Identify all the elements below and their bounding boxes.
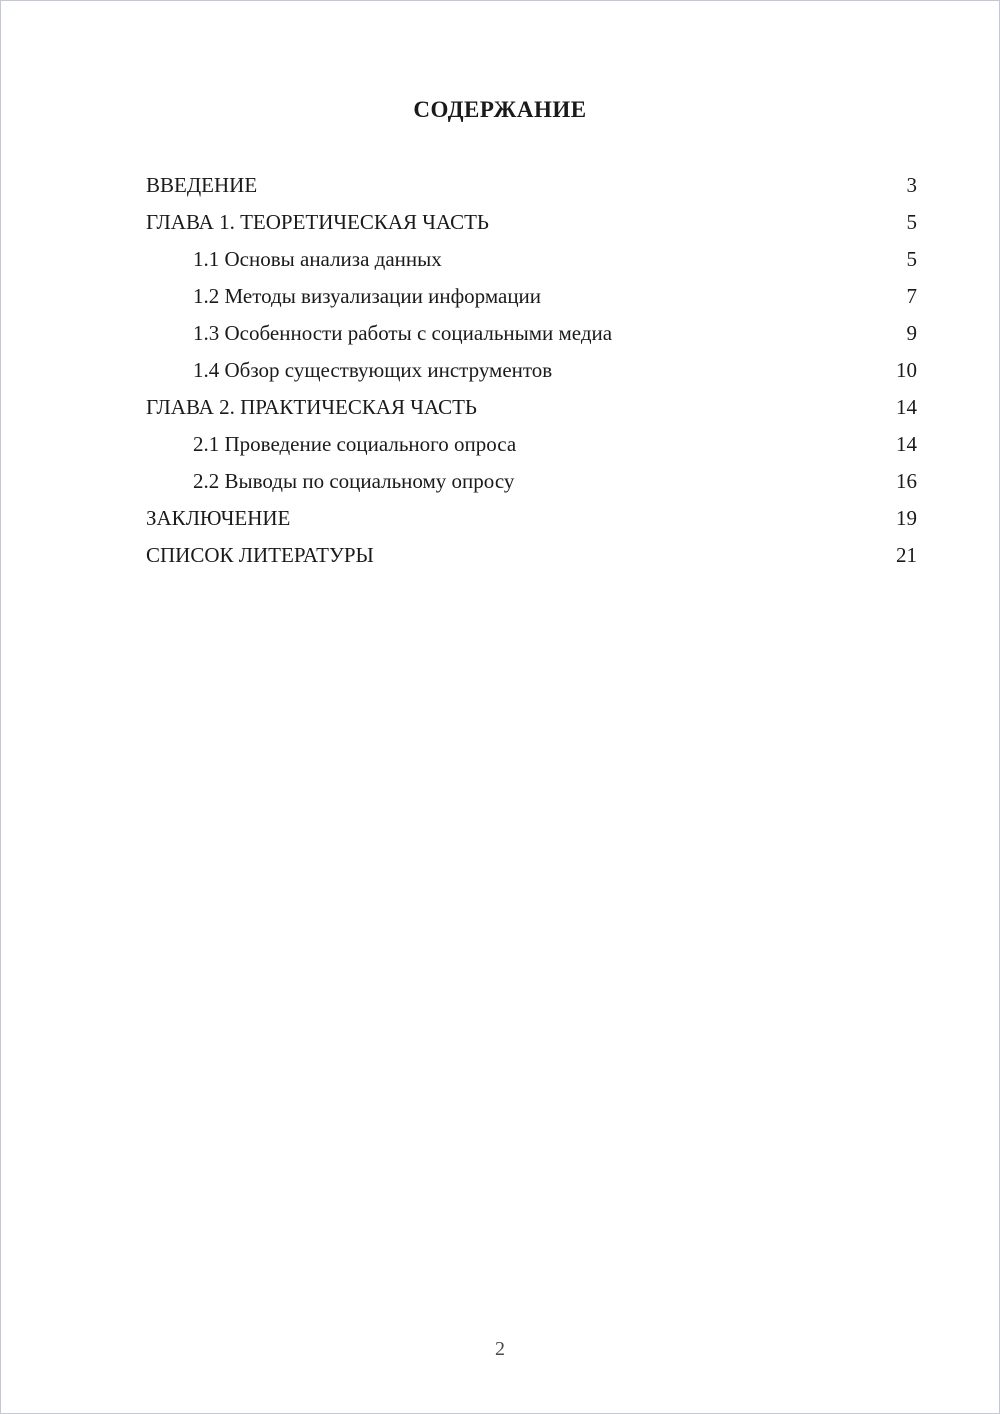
toc-entry	[146, 463, 917, 500]
toc-entry-label: 2.2 Выводы по социальному опросу	[193, 469, 515, 493]
toc-entry-page: 7	[906, 284, 917, 308]
toc-entry	[146, 500, 917, 537]
toc-entry-label: 2.1 Проведение социального опроса	[193, 432, 517, 456]
toc-entry-page: 14	[896, 395, 917, 419]
toc-entry-page: 21	[896, 543, 917, 567]
toc-entry-page: 3	[906, 173, 917, 197]
toc-entry-page: 19	[896, 506, 917, 530]
toc-list	[1, 167, 999, 574]
toc-entry-page: 5	[906, 247, 917, 271]
toc-entry-label: 1.1 Основы анализа данных	[193, 247, 442, 271]
toc-entry	[146, 352, 917, 389]
toc-entry-page: 14	[896, 432, 917, 456]
toc-title: СОДЕРЖАНИЕ	[413, 97, 587, 122]
toc-entry-label: СПИСОК ЛИТЕРАТУРЫ	[146, 543, 374, 567]
toc-entry	[146, 241, 917, 278]
page-number: 2	[495, 1338, 505, 1360]
toc-entry-label: 1.2 Методы визуализации информации	[193, 284, 542, 308]
toc-entry-label: ЗАКЛЮЧЕНИЕ	[146, 506, 291, 530]
toc-entry	[146, 315, 917, 352]
toc-entry	[146, 537, 917, 574]
toc-entry-page: 5	[906, 210, 917, 234]
toc-entry	[146, 389, 917, 426]
toc-entry-page: 16	[896, 469, 917, 493]
toc-entry-page: 10	[896, 358, 917, 382]
toc-entry	[146, 167, 917, 204]
toc-entry	[146, 278, 917, 315]
toc-entry	[146, 204, 917, 241]
toc-entry-label: ГЛАВА 2. ПРАКТИЧЕСКАЯ ЧАСТЬ	[146, 395, 477, 419]
toc-entry	[146, 426, 917, 463]
toc-entry-label: ВВЕДЕНИЕ	[146, 173, 258, 197]
toc-entry-page: 9	[906, 321, 917, 345]
toc-entry-label: ГЛАВА 1. ТЕОРЕТИЧЕСКАЯ ЧАСТЬ	[146, 210, 489, 234]
toc-entry-label: 1.3 Особенности работы с социальными медиа	[193, 321, 613, 345]
toc-entry-label: 1.4 Обзор существующих инструментов	[193, 358, 553, 382]
